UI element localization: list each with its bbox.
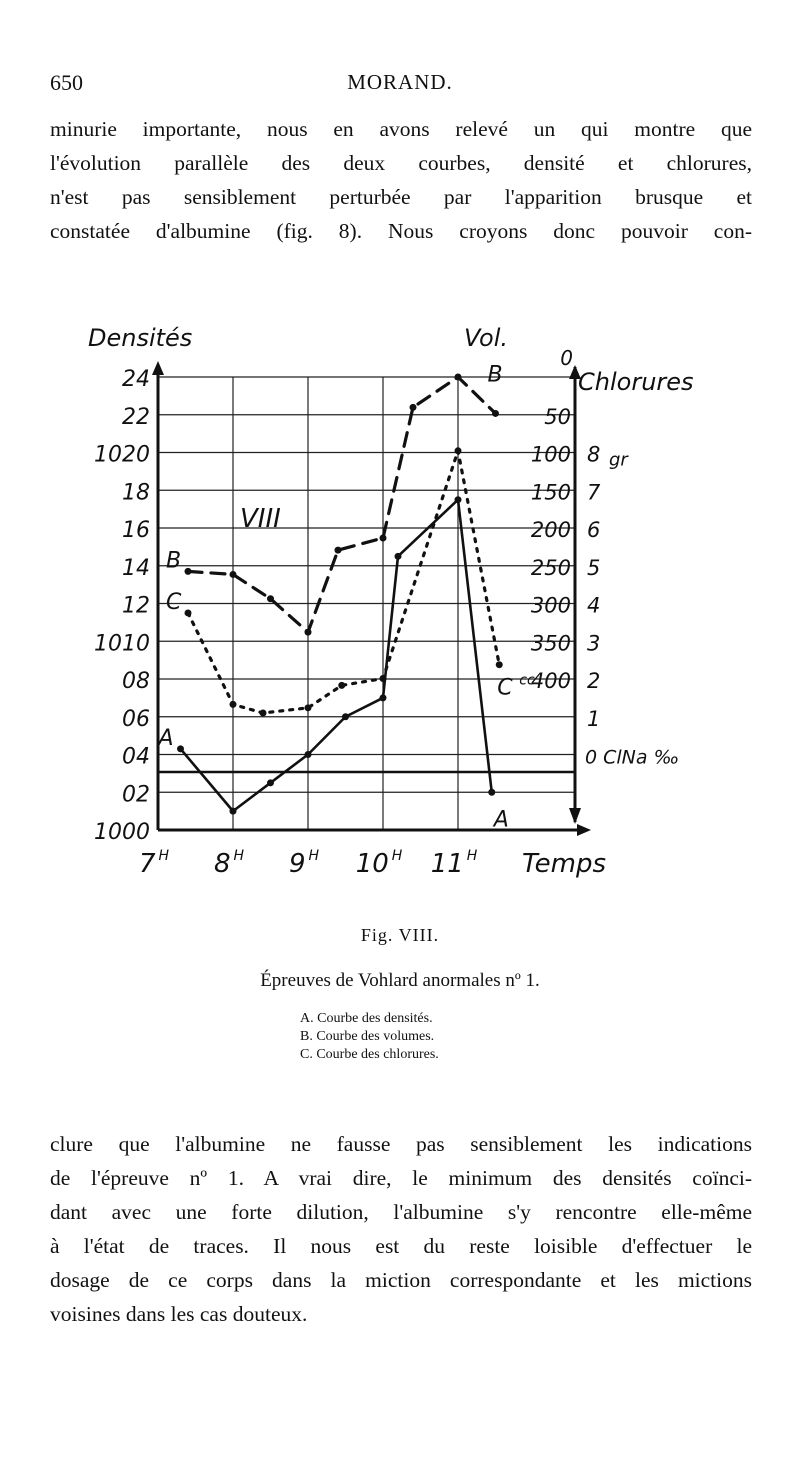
series-start-label-a: A: [158, 725, 174, 751]
x-tick-label: 7 $^H$: [138, 848, 170, 879]
text-line: minurie importante, nous en avons relevé un qui montre que: [50, 117, 752, 141]
series-point-b: [230, 571, 237, 578]
text-line: clure que l'albumine ne fausse pas sensiblement les indications: [50, 1132, 752, 1156]
series-start-label-c: C: [166, 589, 182, 615]
series-end-label-c: C: [497, 675, 513, 701]
x-tick-label: 8 $^H$: [213, 848, 245, 879]
chlorure-tick-label: 4: [587, 593, 601, 618]
legend-item-b: B. Courbe des volumes.: [300, 1029, 435, 1044]
series-point-a: [230, 808, 237, 815]
series-point-c: [260, 710, 267, 717]
volume-tick-label: 250: [530, 555, 571, 580]
series-point-a: [267, 779, 274, 786]
series-point-b: [380, 534, 387, 541]
volume-tick-label: 150: [530, 480, 571, 505]
series-end-label-b: B: [487, 362, 503, 388]
chlorure-axis-title: Chlorures: [578, 368, 694, 396]
series-point-c: [338, 682, 345, 689]
chart-grid: [158, 377, 575, 833]
right-axis-arrow-down: [569, 808, 581, 824]
chlorure-bottom-label: 0 ClNa ‰: [585, 746, 680, 769]
chlorure-tick-label: 8: [587, 442, 601, 467]
figure-chart: [60, 320, 694, 900]
series-point-c: [496, 661, 503, 668]
running-title: MORAND.: [347, 70, 453, 94]
volume-tick-label: 350: [530, 631, 571, 656]
body-paragraph: [50, 1127, 752, 1331]
chlorure-unit-label: gr: [609, 449, 628, 471]
chlorure-tick-label: 3: [587, 631, 601, 656]
chlorure-tick-label: 2: [587, 669, 601, 693]
figure-legend: [300, 1010, 439, 1064]
chart-annotations: [88, 324, 694, 879]
text-line: constatée d'albumine (fig. 8). Nous croyons donc pouvoir con-: [50, 219, 752, 243]
density-tick-label: 12: [122, 593, 150, 619]
page-header: [50, 70, 750, 110]
density-tick-label: 08: [122, 669, 150, 694]
series-point-b: [305, 629, 312, 636]
chlorure-tick-label: 7: [587, 480, 601, 505]
x-tick-label: 10 $^H$: [355, 848, 403, 879]
figure-subtitle: Épreuves de Vohlard anormales nº 1.: [260, 970, 540, 991]
x-tick-label: 11 $^H$: [430, 848, 478, 879]
series-point-b: [185, 568, 192, 575]
chlorure-tick-label: 5: [587, 555, 601, 580]
density-tick-label: 1010: [94, 631, 150, 657]
text-line: l'évolution parallèle des deux courbes, densité et chlorures,: [50, 151, 752, 175]
x-axis-arrow: [577, 824, 591, 836]
density-tick-label: 04: [122, 744, 150, 770]
density-tick-label: 22: [122, 404, 150, 430]
density-tick-label: 1020: [94, 442, 150, 468]
text-line: voisines dans les cas douteux.: [50, 1302, 308, 1326]
series-point-c: [185, 609, 192, 616]
text-line: de l'épreuve nº 1. A vrai dire, le minimum des densités coïnci-: [50, 1166, 752, 1190]
chlorure-tick-label: 1: [587, 706, 601, 731]
chart-series: [177, 374, 503, 815]
chlorure-tick-label: 6: [587, 518, 601, 542]
left-axis-arrow: [152, 361, 164, 375]
volume-tick-label: 100: [530, 442, 571, 467]
text-line: à l'état de traces. Il nous est du reste loisible d'effectuer le: [50, 1234, 752, 1258]
density-tick-label: 06: [122, 706, 150, 732]
legend-item-c: C. Courbe des chlorures.: [300, 1047, 439, 1062]
series-line-a: [181, 500, 492, 811]
series-point-b: [455, 374, 462, 381]
density-tick-label: 24: [122, 367, 150, 392]
series-point-c: [305, 704, 312, 711]
series-point-a: [455, 496, 462, 503]
density-tick-label: 18: [122, 480, 150, 506]
series-point-a: [342, 713, 349, 720]
chart-title: VIII: [240, 504, 281, 534]
series-start-label-b: B: [166, 548, 182, 574]
legend-item-a: A. Courbe des densités.: [300, 1011, 433, 1026]
series-point-b: [410, 404, 417, 411]
density-tick-label: 14: [122, 555, 150, 581]
volume-tick-label: 300: [530, 593, 571, 618]
series-point-a: [488, 789, 495, 796]
series-point-a: [305, 751, 312, 758]
series-point-c: [230, 701, 237, 708]
chart-tick-labels: [94, 346, 679, 879]
density-tick-label: 02: [122, 782, 150, 808]
left-axis-title: Densités: [88, 324, 193, 352]
series-point-a: [395, 553, 402, 560]
intro-paragraph: [50, 112, 752, 248]
volume-tick-label: 400: [530, 669, 571, 693]
series-point-c: [380, 675, 387, 682]
density-tick-label: 16: [122, 518, 150, 543]
series-point-a: [177, 745, 184, 752]
volume-tick-label: 50: [544, 404, 571, 429]
x-axis-title: Temps: [522, 849, 607, 879]
series-end-label-a: A: [493, 807, 509, 833]
text-line: n'est pas sensiblement perturbée par l'apparition brusque et: [50, 185, 752, 209]
chart-axes: [152, 361, 591, 836]
figure-title: Fig. VIII.: [360, 925, 440, 945]
density-tick-label: 1000: [94, 820, 150, 845]
page-number: 650: [50, 70, 83, 95]
text-line: dosage de ce corps dans la miction correspondante et les mictions: [50, 1268, 752, 1292]
volume-axis-title: Vol.: [464, 324, 508, 352]
series-point-a: [380, 694, 387, 701]
volume-tick-label: 200: [530, 518, 571, 542]
chart-svg: [60, 320, 694, 900]
series-end-unit-c: cc: [519, 672, 535, 689]
series-point-b: [267, 595, 274, 602]
series-point-b: [492, 410, 499, 417]
series-point-c: [455, 447, 462, 454]
volume-tick-label: 0: [560, 346, 573, 370]
text-line: dant avec une forte dilution, l'albumine s'y rencontre elle-même: [50, 1200, 752, 1224]
series-point-b: [335, 547, 342, 554]
x-tick-label: 9 $^H$: [288, 848, 320, 879]
